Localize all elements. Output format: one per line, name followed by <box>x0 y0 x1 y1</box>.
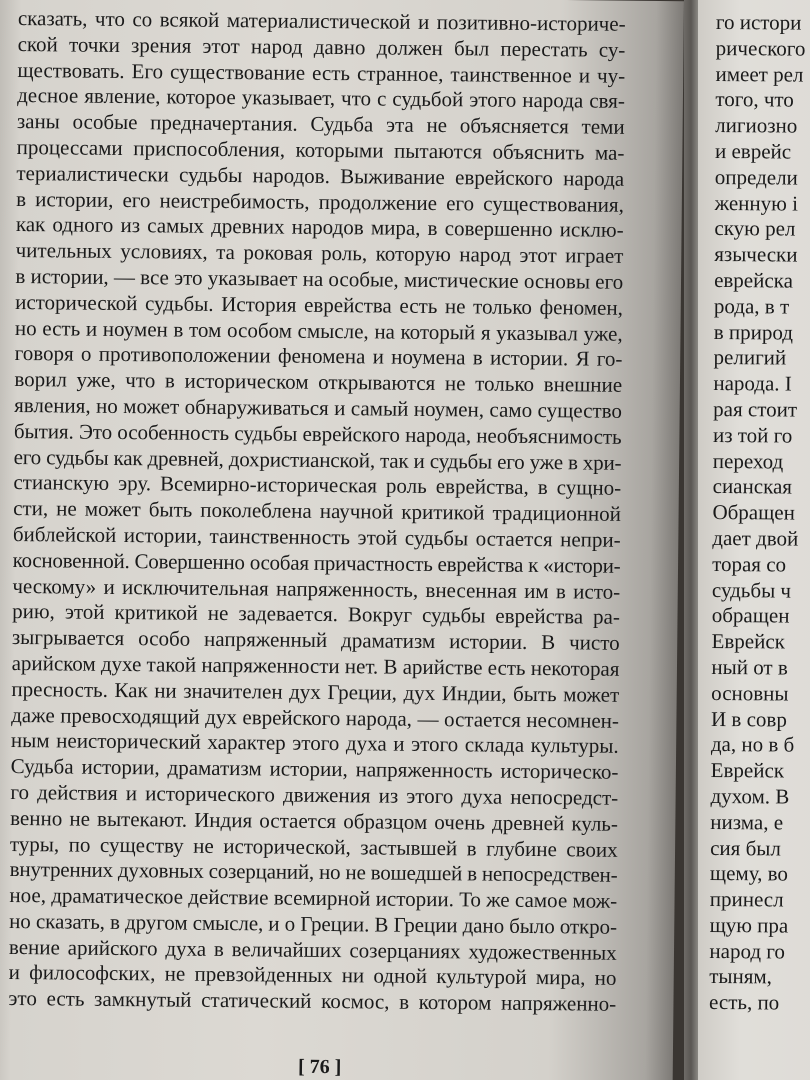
text-line: щую пра <box>709 912 789 938</box>
text-line: и философских, не превзойденных ни одной культурой мира, но <box>8 960 617 991</box>
text-line: лигиозно <box>715 113 798 138</box>
text-line: рода, в т <box>713 293 790 319</box>
text-line: судьбы ч <box>711 577 792 603</box>
text-line: ществовать. Его существование есть странное, таинственное и чу- <box>17 57 626 88</box>
text-line: торая со <box>712 551 787 577</box>
text-line: да, но в б <box>710 732 795 757</box>
text-line: основны <box>711 680 789 706</box>
text-line: Обращен <box>712 500 795 525</box>
text-line: в истории, его неистребимость, продолжение его существования, <box>16 186 625 217</box>
text-line: венно не вытекают. Индия остается образцом очень древней куль- <box>10 805 619 836</box>
text-line: сти, не может быть поколеблена научной критикой традиционной <box>13 496 622 526</box>
text-line: но сказать, в другом смысле, и о Греции. В Греции дано было откро- <box>9 908 618 939</box>
text-line: того, что <box>715 87 794 112</box>
text-line: десное явление, которое указывает, что с судьбой этого народа свя- <box>17 83 626 114</box>
text-line: духом. В <box>710 783 790 809</box>
text-line: сказать, что со всякой материалистической и позитивно-историче- <box>17 6 626 36</box>
text-line: низма, е <box>710 809 784 835</box>
text-line: язычески <box>714 242 798 267</box>
text-line: го истори <box>715 10 802 35</box>
text-line: обращен <box>711 603 790 628</box>
text-line: скую рел <box>714 216 796 241</box>
text-line: териалистически судьбы народов. Выживание еврейского народа <box>16 160 625 191</box>
text-line: пресность. Как ни значителен дух Греции, дух Индии, быть может <box>11 676 620 707</box>
text-line: тыням, <box>709 964 773 989</box>
text-line: ворил уже, что в историческом открываются не только внешние <box>14 367 623 397</box>
text-line: переход <box>712 448 784 474</box>
text-line: определи <box>714 164 798 190</box>
text-line: щему, во <box>709 861 789 886</box>
text-line: бытия. Это особенность судьбы еврейского народа, необъяснимость <box>13 418 622 449</box>
text-line: вение арийского духа в величайших созерцаниях художественных <box>8 934 617 965</box>
text-line: ный от в <box>711 654 788 680</box>
text-line: в природ <box>713 319 794 345</box>
left-page-text <box>8 6 628 1018</box>
text-line: в истории, — все это указывает на особые, мистические основы его <box>15 263 624 294</box>
text-line: рию, этой критикой не задевается. Вокруг судьбы еврейства ра- <box>12 599 621 630</box>
text-line: есть, по <box>708 990 780 1015</box>
text-line: стианскую эру. Всемирно-историческая роль еврейства, в сущно- <box>13 470 622 501</box>
book-gutter <box>684 0 698 1080</box>
text-line: туры, по существу не исторической, застывшей в глубине своих <box>9 831 618 862</box>
text-line: как одного из самых древних народов мира, в совершенно исклю- <box>15 212 624 243</box>
text-line: Еврейск <box>711 629 786 654</box>
text-line: дает двой <box>712 525 799 551</box>
text-line: ческому» и исключительная напряженность, внесенная им в исто- <box>12 573 621 604</box>
text-line: из той го <box>712 422 793 448</box>
text-line: сианская <box>712 474 793 499</box>
page-number: [ 76 ] <box>297 1055 342 1079</box>
text-line: сия был <box>710 835 781 860</box>
text-line: арийском духе такой напряженности нет. В арийстве есть некоторая <box>11 650 620 681</box>
text-line: чительных условиях, та роковая роль, которую народ этот играет <box>15 238 624 268</box>
text-line: народа. І <box>713 371 792 396</box>
text-line: И в совр <box>710 706 787 732</box>
text-line: ской точки зрения этот народ давно должен был перестать су- <box>17 31 626 62</box>
text-line: женную і <box>714 190 799 216</box>
text-line: зыгрывается особо напряженный драматизм истории. В чисто <box>11 625 620 655</box>
text-line: имеет рел <box>715 61 804 87</box>
text-line: ное, драматическое действие всемирной истории. То же самое мож- <box>9 883 618 913</box>
text-line: ным неисторический характер этого духа и этого склада культуры. <box>10 728 619 759</box>
text-line: и еврейс <box>714 138 792 164</box>
text-line: принесл <box>709 887 784 912</box>
text-line: процессами приспособления, которыми пытаются объяснить ма- <box>16 134 625 165</box>
text-line: заны особые предначертания. Судьба эта не объясняется теми <box>16 109 625 140</box>
text-line: библейской истории, таинственность этой судьбы остается непри- <box>12 521 621 552</box>
text-line: исторической судьбы. История еврейства есть не только феномен, <box>15 289 624 320</box>
text-line: рая стоит <box>713 396 798 422</box>
text-line: рического <box>715 35 806 61</box>
text-line: Судьба истории, драматизм истории, напряженность историческо- <box>10 754 619 784</box>
text-line: косновенной. Совершенно особая причастность еврейства к «истори- <box>12 547 621 578</box>
text-line: но есть и ноумен в том особом смысле, на который я указывал уже, <box>14 315 623 346</box>
text-line: еврейска <box>714 267 794 293</box>
text-line: его судьбы как древней, дохристианской, так и судьбы его уже в хри- <box>13 444 622 475</box>
text-line: говоря о противоположении феномена и ноумена в истории. Я го- <box>14 341 623 372</box>
text-line: внутренних духовных созерцаний, но не вошедшей в непосредствен- <box>9 857 618 888</box>
right-page-text <box>709 10 810 1017</box>
text-line: го действия и исторического движения из этого духа непосредст- <box>10 779 619 810</box>
text-line: даже превосходящий дух еврейского народа, — остается несомнен- <box>11 702 620 733</box>
text-line: явления, но может обнаруживаться и самый ноумен, само существо <box>14 392 623 423</box>
text-line: религий <box>713 345 787 370</box>
text-line: народ го <box>709 938 785 964</box>
text-line: это есть замкнутый статический космос, в котором напряженно- <box>8 986 617 1017</box>
text-line: Еврейск <box>710 758 785 783</box>
